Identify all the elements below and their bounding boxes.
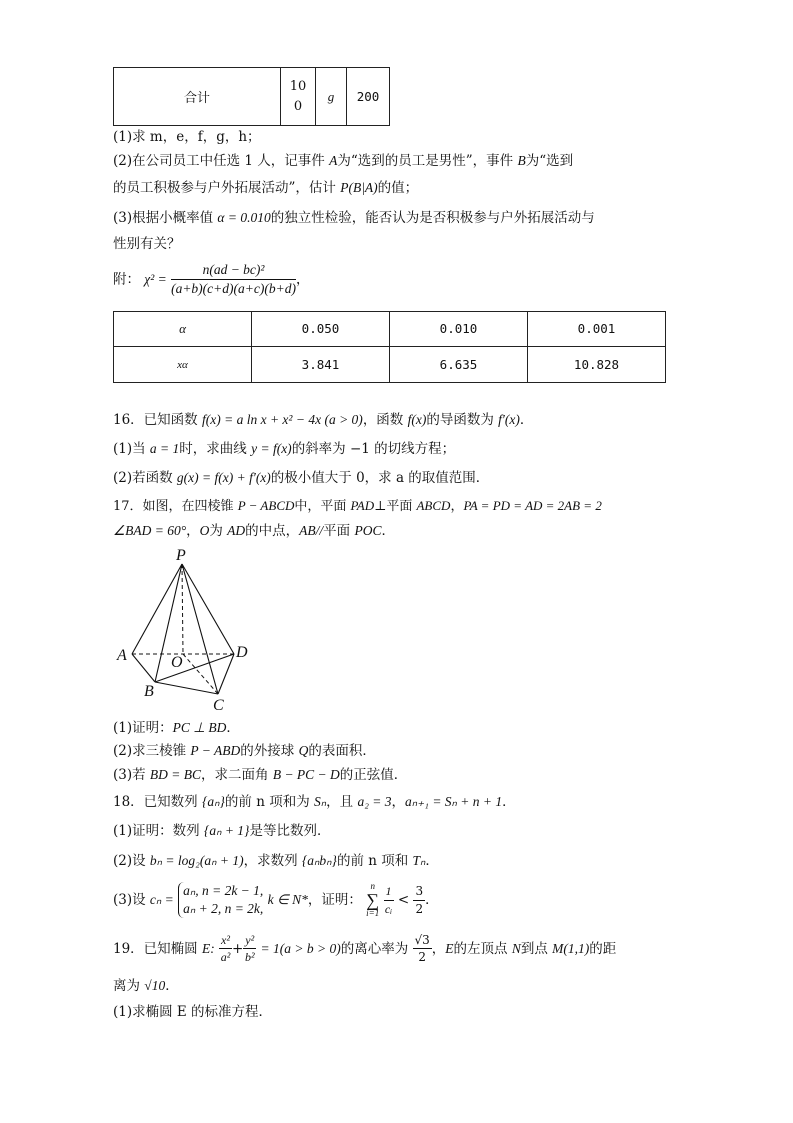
pyramid-figure <box>112 544 262 714</box>
summation-symbol: n ∑ i=1 <box>366 881 380 919</box>
edge-CD <box>218 654 234 694</box>
label-B: B <box>144 683 154 700</box>
table-cell: 0.050 <box>252 312 390 347</box>
q17-stem-line2: ∠BAD = 60°，O为 AD的中点，AB//平面 POC． <box>113 523 395 539</box>
q17-part3: (3)若 BD = BC，求二面角 B − PC − D的正弦值． <box>113 767 408 783</box>
q15-part3-line2: 性别有关？ <box>113 236 181 252</box>
q18-stem: 18．已知数列 {aₙ}的前 n 项和为 Sₙ，且 a₂ = 3，aₙ₊₁ = Sₙ + n + 1． <box>113 794 516 810</box>
edge-PD <box>182 564 234 654</box>
edge-PC <box>182 564 218 694</box>
table-cell: 6.635 <box>390 347 528 383</box>
table-cell: 0.010 <box>390 312 528 347</box>
table-cell-g: g <box>316 68 347 126</box>
table-cell-male-total: 10 0 <box>281 68 316 126</box>
q18-part2: (2)设 bₙ = log₂(aₙ + 1)，求数列 {aₙbₙ}的前 n 项和 Tₙ． <box>113 853 439 869</box>
label-A: A <box>117 647 127 664</box>
q15-part2-line2: 的员工积极参与户外拓展活动”，估计 P(B|A)的值； <box>113 180 419 196</box>
table-cell: 3.841 <box>252 347 390 383</box>
label-D: D <box>236 644 248 661</box>
edge-BD <box>155 654 234 682</box>
q19-stem-line2: 离为 √10． <box>113 978 179 994</box>
conditional-probability-expr: P(B|A) <box>340 180 378 195</box>
q17-part2: (2)求三棱锥 P − ABD的外接球 Q的表面积． <box>113 743 376 759</box>
chi-formula-denominator: (a+b)(c+d)(a+c)(b+d) <box>171 281 296 297</box>
edge-PA <box>132 564 182 654</box>
edge-BC <box>155 682 218 694</box>
chi-square-formula: 附： χ² = $\frac{\text{n(ad − bc)²}}{(a+b)(c+d)(a+c)(b+d)}$ ， <box>113 262 310 297</box>
hidden-edge-PO <box>182 564 183 654</box>
q15-part1: (1)求 m，e，f，g，h； <box>113 129 261 145</box>
label-P: P <box>176 547 186 564</box>
q17-part1: (1)证明：PC ⊥ BD． <box>113 720 240 736</box>
q15-part3-line1: (3)根据小概率值 α = 0.010的独立性检验，能否认为是否积极参与户外拓展活动与 <box>113 210 595 226</box>
chi-formula-numerator: n(ad − bc)² <box>171 262 296 280</box>
table-cell: 10.828 <box>528 347 666 383</box>
piecewise-definition: aₙ, n = 2k − 1, aₙ + 2, n = 2k, <box>178 882 263 918</box>
label-O: O <box>171 654 183 671</box>
table-cell-x-alpha-header: xα <box>114 347 252 383</box>
q19-part1: (1)求椭圆 E 的标准方程． <box>113 1004 273 1020</box>
q17-stem-line1: 17．如图，在四棱锥 P − ABCD中，平面 PAD⊥平面 ABCD，PA = PD = AD = 2AB = 2 <box>113 498 602 514</box>
edge-AB <box>132 654 155 682</box>
q16-part1: (1)当 a = 1时，求曲线 y = f(x)的斜率为 −1 的切线方程； <box>113 441 456 457</box>
frequency-table-total-row <box>113 67 390 126</box>
q15-part2-line1: (2)在公司员工中任选 1 人，记事件 A为“选到的员工是男性”，事件 B为“选到 <box>113 153 574 169</box>
table-cell-alpha-header: α <box>114 312 252 347</box>
table-cell: 0.001 <box>528 312 666 347</box>
table-cell-total-label: 合计 <box>114 68 281 126</box>
chi-square-critical-table <box>113 311 666 383</box>
q18-part1: (1)证明：数列 {aₙ + 1}是等比数列． <box>113 823 331 839</box>
table-cell-grand-total: 200 <box>347 68 390 126</box>
q16-part2: (2)若函数 g(x) = f(x) + f′(x)的极小值大于 0，求 a 的取值范围． <box>113 470 490 486</box>
q19-stem-line1: 19．已知椭圆 E: $\frac{\text{x²}}{\text{a²}}$ + $\frac{\text{y²}}{\text{b²}}$ = 1(a > b > 0)的离心率为 $\frac{√3}{2}$ ，E的左顶点 N到点 M(1,1)的距 <box>113 933 617 965</box>
q18-part3: (3)设 cₙ = aₙ, n = 2k − 1, aₙ + 2, n = 2k, k ∈ N*，证明： n ∑ i=1 $\frac{1}{\text{cᵢ}}$ < $\frac{3}{2}$ ． <box>113 881 439 919</box>
q16-stem: 16．已知函数 f(x) = a ln x + x² − 4x (a > 0)，函数 f(x)的导函数为 f′(x)． <box>113 412 534 428</box>
label-C: C <box>213 697 224 714</box>
